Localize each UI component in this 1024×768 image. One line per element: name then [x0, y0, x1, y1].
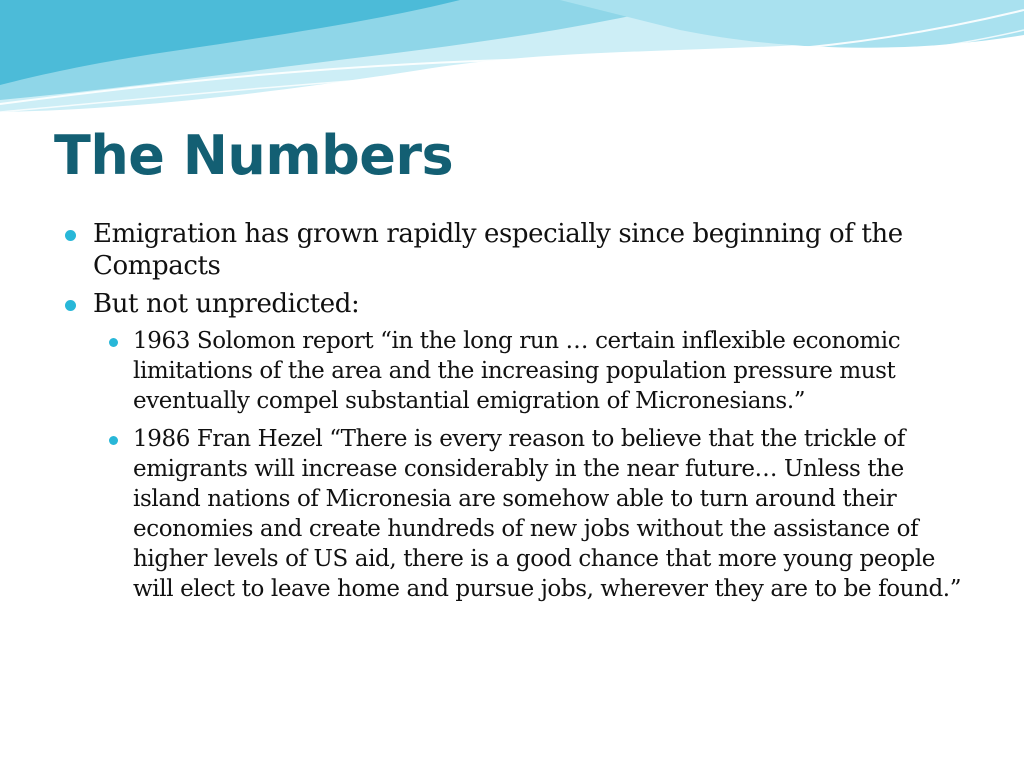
- sub-bullet-list: [93, 326, 973, 604]
- bullet-list: [0, 218, 1024, 604]
- bullet-text: Emigration has grown rapidly especially since beginning of the Compacts: [93, 219, 903, 281]
- bullet-item: [93, 218, 973, 282]
- wave-header-decoration: [0, 0, 1024, 120]
- sub-bullet-item: [133, 326, 963, 416]
- bullet-item: [93, 288, 973, 604]
- slide-title: The Numbers: [54, 124, 454, 187]
- sub-bullet-item: [133, 424, 963, 604]
- bullet-dot-icon: [65, 230, 76, 241]
- slide-content: [0, 218, 1024, 612]
- sub-bullet-dot-icon: [109, 338, 118, 347]
- sub-bullet-text: 1963 Solomon report “in the long run … certain inflexible economic limitations of the area and the increasing population pressure must eventually compel substantial emigration of Micronesians.”: [133, 328, 901, 414]
- sub-bullet-text: 1986 Fran Hezel “There is every reason to believe that the trickle of emigrants will increase considerably in the near future… Unless the island nations of Micronesia are somehow able to turn around their economies and create hundreds of new jobs without the assistance of higher levels of US aid, there is a good chance that more young people will elect to leave home and pursue jobs, wherever they are to be found.”: [133, 426, 962, 602]
- sub-bullet-dot-icon: [109, 436, 118, 445]
- bullet-dot-icon: [65, 300, 76, 311]
- bullet-text: But not unpredicted:: [93, 289, 360, 319]
